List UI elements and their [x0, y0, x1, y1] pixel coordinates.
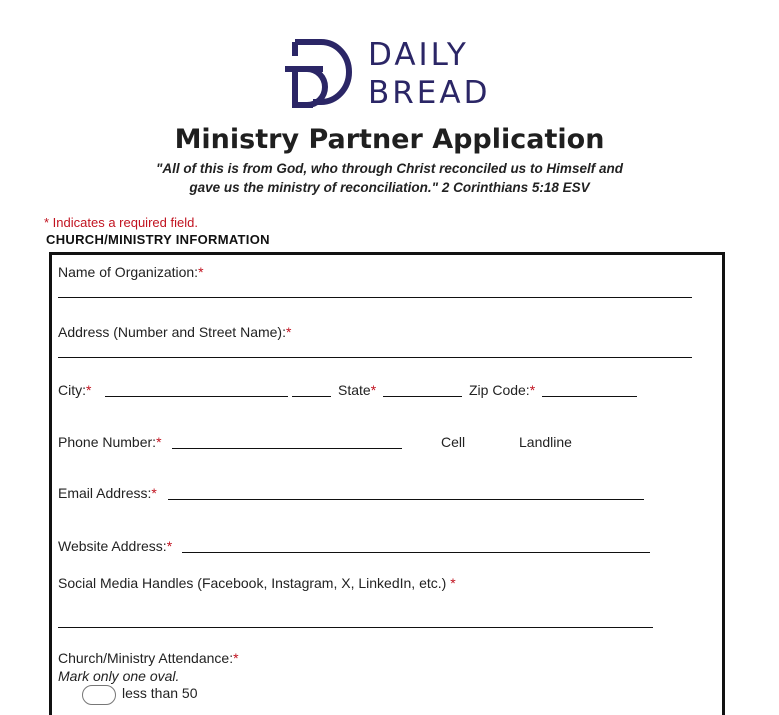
organization-input-line[interactable] [58, 297, 692, 298]
social-media-label: Social Media Handles (Facebook, Instagram, X, LinkedIn, etc.) * [58, 575, 456, 591]
required-field-note: * Indicates a required field. [44, 215, 198, 230]
verse-line-1: "All of this is from God, who through Christ reconciled us to Himself and [156, 161, 623, 176]
state-input-line[interactable] [383, 396, 462, 397]
attendance-hint: Mark only one oval. [58, 668, 180, 684]
website-input-line[interactable] [182, 552, 650, 553]
attendance-option-less-than-50: less than 50 [122, 685, 198, 701]
city-input-line[interactable] [105, 396, 288, 397]
db-monogram-icon [283, 38, 355, 110]
section-heading: CHURCH/MINISTRY INFORMATION [46, 232, 270, 247]
address-input-line[interactable] [58, 357, 692, 358]
attendance-oval-less-than-50[interactable] [82, 685, 116, 705]
zip-label: Zip Code:* [469, 382, 536, 398]
organization-label: Name of Organization:* [58, 264, 204, 280]
logo-text-daily: DAILY [368, 37, 469, 73]
page-title: Ministry Partner Application [174, 124, 605, 155]
city-label: City:* [58, 382, 92, 398]
phone-label: Phone Number:* [58, 434, 162, 450]
logo-text-bread: BREAD [368, 75, 491, 111]
email-label: Email Address:* [58, 485, 157, 501]
daily-bread-logo [283, 38, 498, 110]
phone-input-line[interactable] [172, 448, 402, 449]
city-input-line-extra[interactable] [292, 396, 331, 397]
phone-option-landline[interactable]: Landline [519, 434, 572, 450]
attendance-label: Church/Ministry Attendance:* [58, 650, 239, 666]
church-ministry-form [49, 252, 725, 715]
phone-option-cell[interactable]: Cell [441, 434, 466, 450]
zip-input-line[interactable] [542, 396, 637, 397]
social-media-input-line[interactable] [58, 627, 653, 628]
state-label: State* [338, 382, 377, 398]
verse-line-2: gave us the ministry of reconciliation." 2 Corinthians 5:18 ESV [189, 180, 590, 195]
address-label: Address (Number and Street Name):* [58, 324, 292, 340]
website-label: Website Address:* [58, 538, 173, 554]
email-input-line[interactable] [168, 499, 644, 500]
